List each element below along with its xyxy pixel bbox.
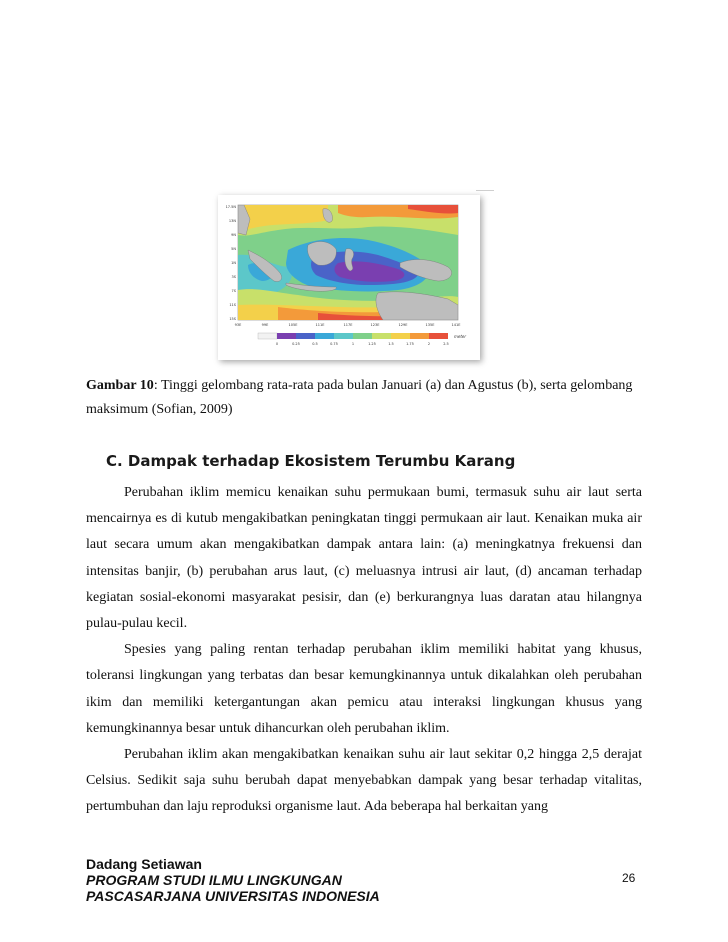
scale-tick: 0.75 <box>330 342 338 346</box>
scale-tick: 1.5 <box>388 342 394 346</box>
paragraph: Perubahan iklim akan mengakibatkan kenaikan suhu air laut sekitar 0,2 hingga 2,5 derajat Celsius. Sedikit saja suhu berubah dapat menyebabkan dampak yang besar terhadap vitalitas, pertumbuhan dan laju reproduksi organisme laut. Ada beberapa hal berkaitan yang <box>86 747 642 815</box>
lat-tick: 11S <box>229 303 236 307</box>
section-heading: C. Dampak terhadap Ekosistem Terumbu Karang <box>106 452 516 470</box>
lat-tick: 1N <box>231 261 236 265</box>
lon-tick: 93E <box>234 323 242 327</box>
lon-tick: 111E <box>315 323 325 327</box>
lat-tick: 17.5N <box>225 205 236 209</box>
footer-university: PASCASARJANA UNIVERSITAS INDONESIA <box>86 888 380 904</box>
scale-tick: 0.5 <box>312 342 318 346</box>
lon-tick: 135E <box>425 323 435 327</box>
lat-tick: 3S <box>231 275 236 279</box>
color-scale-bar <box>258 333 448 339</box>
scale-tick: 1 <box>351 342 355 346</box>
lon-tick: 105E <box>288 323 298 327</box>
scale-tick: 2.5 <box>443 342 449 346</box>
lat-tick: 13N <box>228 219 236 223</box>
scale-tick: 1.75 <box>406 342 414 346</box>
scale-tick: 2 <box>427 342 431 346</box>
scale-unit: meter <box>453 334 467 339</box>
page-footer <box>86 856 380 904</box>
lon-tick: 123E <box>370 323 380 327</box>
body-text <box>86 480 642 821</box>
footer-program: PROGRAM STUDI ILMU LINGKUNGAN <box>86 872 342 888</box>
wave-height-map <box>218 195 480 360</box>
lon-tick: 129E <box>398 323 408 327</box>
lon-tick: 117E <box>343 323 353 327</box>
scale-tick: 0 <box>275 342 279 346</box>
footer-author: Dadang Setiawan <box>86 856 202 872</box>
paragraph: Spesies yang paling rentan terhadap perubahan iklim memiliki habitat yang khusus, toleransi lingkungan yang terbatas dan besar kemungkinannya untuk dikalahkan oleh perubahan ikim dan memiliki ketergantungan akan pemicu atau interaksi lingkungan khusus yang kemungkinannya besar untuk dihancurkan oleh perubahan iklim. <box>86 642 642 736</box>
top-rule <box>476 190 494 191</box>
lat-tick: 7S <box>231 289 236 293</box>
wave-height-figure <box>218 195 480 360</box>
lat-tick: 5N <box>231 247 236 251</box>
lat-tick: 15S <box>229 317 236 321</box>
lon-tick: 99E <box>261 323 269 327</box>
caption-label: Gambar 10 <box>86 378 154 393</box>
scale-tick: 0.25 <box>292 342 300 346</box>
page-number: 26 <box>622 871 636 885</box>
scale-tick: 1.25 <box>368 342 376 346</box>
paragraph: Perubahan iklim memicu kenaikan suhu permukaan bumi, termasuk suhu air laut serta mencairnya es di kutub mengakibatkan peningkatan tinggi permukaan air laut. Kenaikan muka air laut secara umum akan mengakibatkan dampak antara lain: (a) meningkatnya frekuensi dan intensitas banjir, (b) perubahan arus laut, (c) meluasnya intrusi air laut, (d) ancaman terhadap kegiatan sosial-ekonomi masyarakat pesisir, dan (e) berkurangnya luas daratan atau hilangnya pulau-pulau kecil. <box>86 485 642 632</box>
lat-tick: 9N <box>231 233 236 237</box>
caption-text: : Tinggi gelombang rata-rata pada bulan Januari (a) dan Agustus (b), serta gelombang maksimum (Sofian, 2009) <box>86 378 633 417</box>
lon-tick: 141E <box>451 323 461 327</box>
figure-caption <box>86 374 646 422</box>
